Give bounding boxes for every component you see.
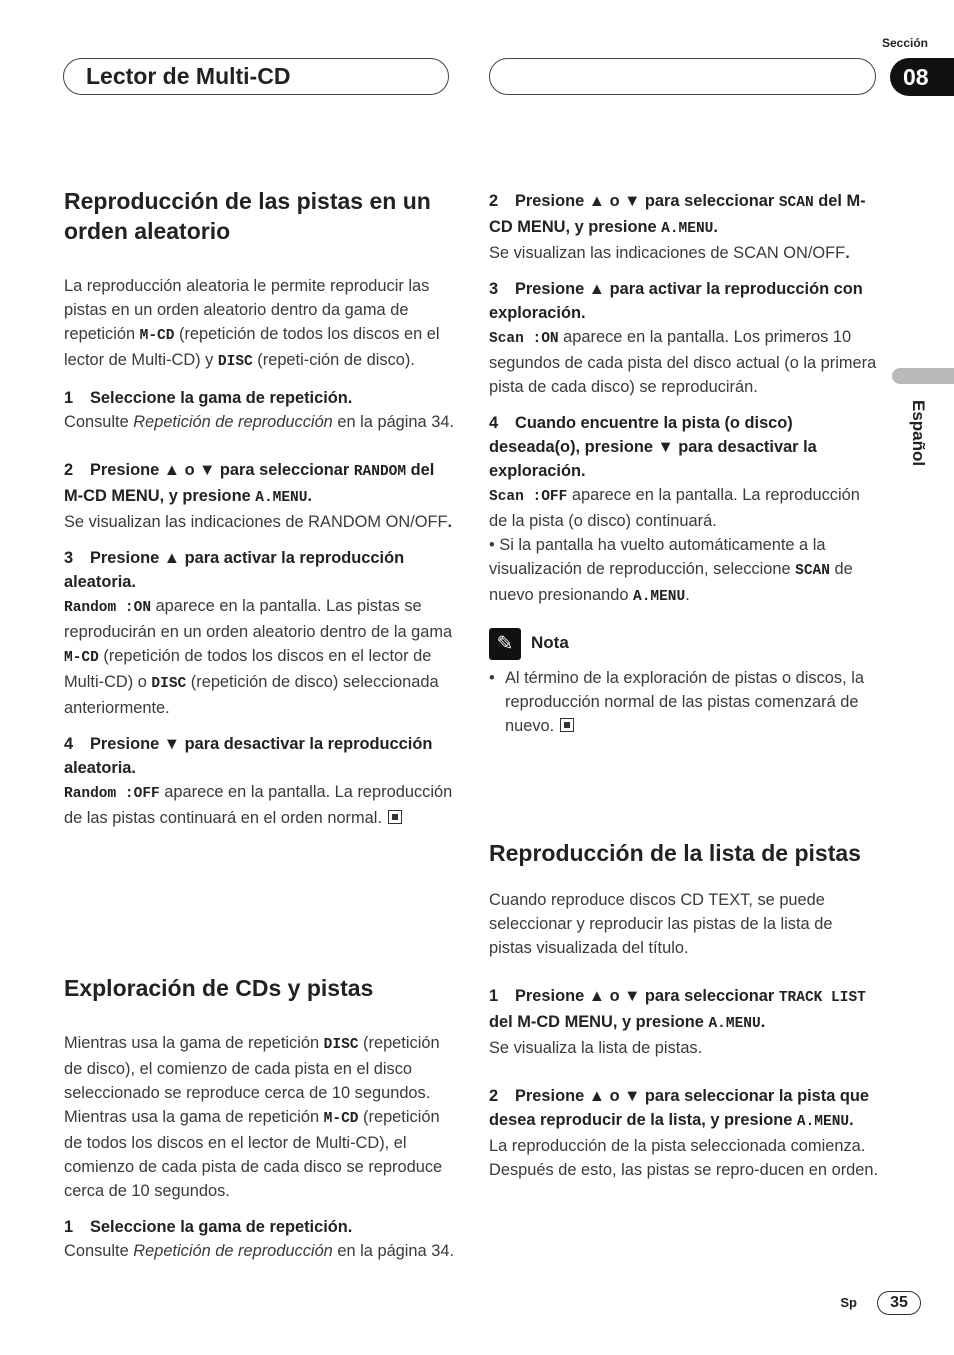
pencil-note-icon: ✎ — [489, 628, 521, 660]
step-body-text: . — [685, 586, 690, 604]
scan-step-2-heading — [489, 189, 879, 241]
scan-label: SCAN — [778, 195, 814, 211]
step-text: Seleccione la gama de repetición. — [90, 389, 353, 407]
scan-step-1-heading — [64, 1215, 454, 1239]
random-label: RANDOM — [353, 464, 407, 480]
track-list-intro: Cuando reproduce discos CD TEXT, se puede seleccionar y reproducir las pistas de la lista de pistas visualizada del título. — [489, 891, 833, 957]
scan-heading: Exploración de CDs y pistas — [64, 975, 374, 1001]
step-text: del M-CD MENU, y presione — [489, 1013, 709, 1031]
scan-off-display: Scan :OFF — [489, 489, 568, 505]
random-section — [64, 186, 454, 830]
step-text: Presione ▲ o ▼ para seleccionar — [515, 192, 779, 210]
step-body-text: (repetición de todos los discos en el lector de Multi-CD) o — [64, 647, 432, 691]
section-number-badge: 08 — [890, 58, 954, 96]
random-step-2-heading — [64, 458, 454, 510]
random-step-2-body — [64, 510, 454, 534]
scan-step-2-body — [489, 241, 879, 265]
scan-step-3-heading — [489, 277, 879, 325]
note-heading — [489, 627, 879, 660]
scan-step-4-body — [489, 483, 879, 533]
step-number: 1 — [489, 987, 499, 1005]
step-body-text: aparece en la pantalla. La reproducción de la pista (o disco) continuará. — [489, 486, 860, 530]
bullet-mark: • — [489, 668, 495, 687]
step-text: Seleccione la gama de repetición. — [90, 1218, 353, 1236]
scan-continued-section — [489, 189, 879, 738]
step-number: 3 — [64, 549, 74, 567]
step-text: del M-CD MENU, y presione — [64, 461, 435, 505]
random-on-display: Random :ON — [64, 600, 152, 616]
scan-step-3-body — [489, 325, 879, 399]
random-intro-text: La reproducción aleatoria le permite reproducir las pistas en un orden aleatorio dentro da gama de repetición — [64, 277, 430, 343]
scan-step-1-body — [64, 1239, 454, 1263]
scan-intro-text: (repetición de todos los discos en el lector de Multi-CD), el comienzo de cada pista de cada disco se reproduce cerca de 10 segundos. — [64, 1108, 443, 1200]
step-body-text: • Si la pantalla ha vuelto automáticamente a la visualización de reproducción, seleccione — [489, 536, 826, 578]
track-list-label: TRACK LIST — [778, 990, 866, 1006]
step-number: 1 — [64, 389, 74, 407]
scan-intro-text: (repetición de disco), el comienzo de cada pista en el disco seleccionado se reproduce cerca de 10 segundos. Mientras usa la gama de repetición — [64, 1034, 440, 1126]
disc-label: DISC — [151, 676, 187, 692]
step-body-text: Consulte — [64, 1242, 134, 1260]
random-intro — [64, 274, 454, 374]
a-menu-label: A.MENU — [708, 1016, 761, 1032]
step-text: . — [849, 1111, 854, 1129]
random-heading: Reproducción de las pistas en un orden aleatorio — [64, 188, 431, 244]
step-text: Presione ▲ o ▼ para seleccionar — [515, 987, 779, 1005]
step-body-text: Se visualizan las indicaciones de RANDOM ON/OFF — [64, 513, 448, 531]
scan-step-4-heading — [489, 411, 879, 483]
step-text: Presione ▲ o ▼ para seleccionar la pista que desea reproducir de la lista, y presione — [489, 1087, 870, 1129]
random-step-1-body — [64, 410, 454, 434]
mcd-label: M-CD — [64, 650, 99, 666]
scan-section — [64, 973, 454, 1263]
a-menu-label: A.MENU — [255, 490, 308, 506]
scan-on-display: Scan :ON — [489, 331, 559, 347]
step-body-text: . — [447, 513, 453, 531]
mcd-label: M-CD — [139, 328, 175, 344]
step-body-text: de nuevo presionando — [489, 560, 853, 604]
end-of-section-icon — [388, 810, 402, 824]
step-text: . — [307, 487, 313, 505]
scan-intro — [64, 1031, 454, 1203]
language-label: Español — [909, 400, 928, 467]
step-body-text: . — [845, 244, 850, 262]
step-body-text: aparece en la pantalla. Las pistas se reproducirán en un orden aleatorio dentro de la gama — [64, 597, 453, 641]
step-text: Cuando encuentre la pista (o disco) deseada(o), presione ▼ para desactivar la exploración. — [489, 414, 817, 480]
page-number: 35 — [877, 1291, 921, 1315]
note-title: Nota — [531, 633, 569, 652]
step-body-text: en la página 34. — [332, 1242, 455, 1260]
step-body-text: Se visualizan las indicaciones de SCAN ON/OFF — [489, 244, 846, 262]
list-step-2-heading — [489, 1084, 879, 1134]
disc-label: DISC — [217, 354, 253, 370]
step-number: 4 — [64, 735, 74, 753]
language-tab-marker — [892, 368, 954, 384]
track-list-section — [489, 838, 879, 1182]
step-text: del M-CD MENU, y presione — [489, 192, 866, 236]
track-list-heading: Reproducción de la lista de pistas — [489, 840, 861, 866]
random-step-3-heading — [64, 546, 454, 594]
cross-reference: Repetición de reproducción — [133, 413, 333, 431]
scan-intro-text: Mientras usa la gama de repetición — [64, 1034, 324, 1052]
scan-label: SCAN — [795, 563, 830, 579]
random-step-4-heading — [64, 732, 454, 780]
step-text: Presione ▼ para desactivar la reproducción aleatoria. — [64, 735, 433, 777]
step-body-text: en la página 34. — [332, 413, 455, 431]
step-text: Presione ▲ para activar la reproducción con exploración. — [489, 280, 863, 322]
step-number: 2 — [64, 461, 74, 479]
random-intro-text: (repetición de todos los discos en el lector de Multi-CD) y — [64, 325, 440, 369]
note-text: Al término de la exploración de pistas o discos, la reproducción normal de las pistas comenzará de nuevo. — [505, 668, 864, 735]
scan-step-4-bullet — [489, 533, 879, 609]
step-body-text: Consulte — [64, 413, 134, 431]
random-step-1-heading — [64, 386, 454, 410]
list-step-1-body: Se visualiza la lista de pistas. — [489, 1039, 703, 1057]
a-menu-label: A.MENU — [796, 1114, 850, 1130]
seccion-label: Sección — [881, 36, 928, 50]
step-body-text: aparece en la pantalla. Los primeros 10 segundos de cada pista del disco actual (o la primera pista de cada disco) se reproducirán. — [489, 328, 877, 396]
step-number: 2 — [489, 1087, 499, 1105]
list-step-1-heading — [489, 984, 879, 1036]
a-menu-label: A.MENU — [661, 221, 714, 237]
step-number: 4 — [489, 414, 499, 432]
note-box — [489, 627, 879, 738]
footer-language-code: Sp — [840, 1295, 857, 1310]
header-empty-box — [489, 58, 876, 95]
page-title: Lector de Multi-CD — [63, 58, 449, 95]
random-intro-text: (repeti-ción de disco). — [252, 351, 415, 369]
random-off-display: Random :OFF — [64, 786, 160, 802]
step-text: . — [713, 218, 718, 236]
disc-label: DISC — [323, 1037, 359, 1053]
end-of-section-icon — [560, 718, 574, 732]
step-text: Presione ▲ para activar la reproducción aleatoria. — [64, 549, 405, 591]
step-text: Presione ▲ o ▼ para seleccionar — [90, 461, 354, 479]
step-number: 2 — [489, 192, 499, 210]
step-text: . — [760, 1013, 766, 1031]
list-step-2-body: La reproducción de la pista seleccionada comienza. Después de esto, las pistas se repro-ducen en orden. — [489, 1137, 879, 1179]
step-number: 3 — [489, 280, 499, 298]
a-menu-label: A.MENU — [633, 589, 686, 605]
step-body-text: aparece en la pantalla. La reproducción de las pistas continuará en el orden normal. — [64, 783, 453, 827]
step-body-text: (repetición de disco) seleccionada anteriormente. — [64, 673, 439, 717]
random-step-3-body — [64, 594, 454, 720]
note-bullet — [489, 666, 879, 738]
cross-reference: Repetición de reproducción — [133, 1242, 333, 1260]
random-step-4-body — [64, 780, 454, 830]
mcd-label: M-CD — [323, 1111, 359, 1127]
step-number: 1 — [64, 1218, 74, 1236]
